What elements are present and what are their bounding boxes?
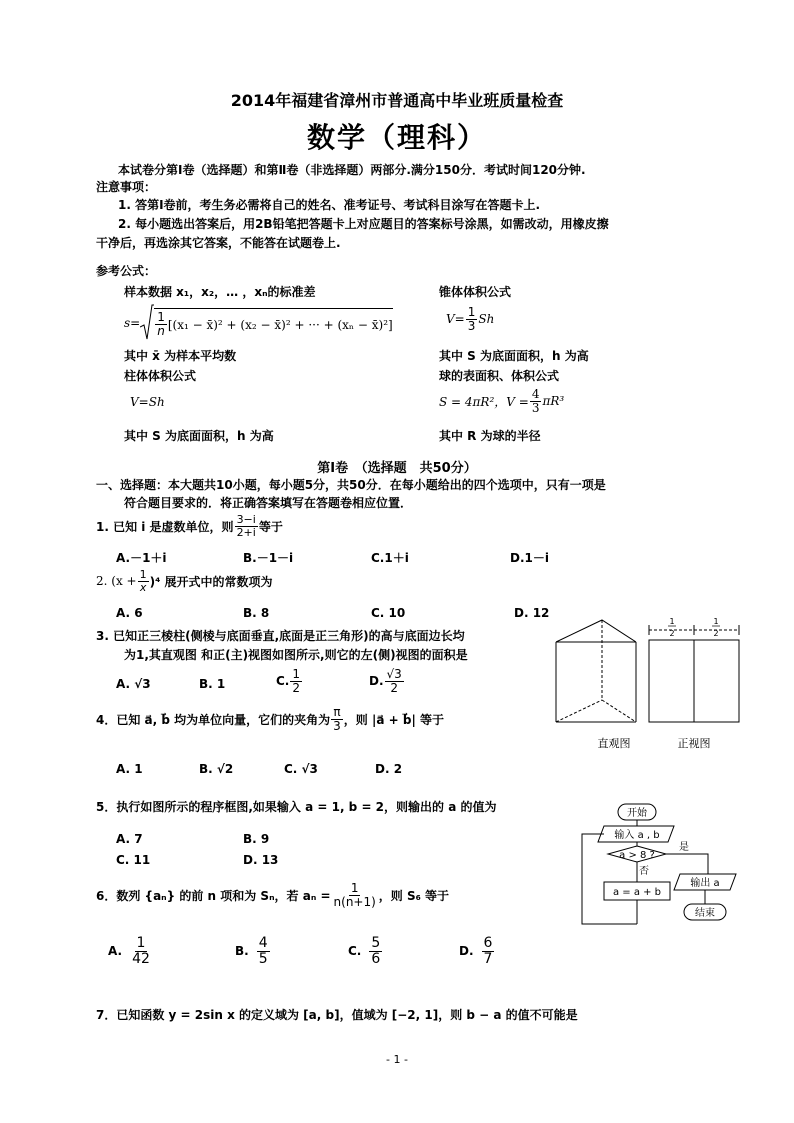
q2-option-d[interactable]: D. 12 (514, 606, 550, 620)
q5-flowchart (574, 800, 744, 938)
q4-option-d[interactable]: D. 2 (375, 762, 403, 776)
fig-label-front: 正视图 (677, 737, 711, 750)
q5-option-c[interactable]: C. 11 (116, 853, 151, 867)
q1-option-a[interactable]: A.－1＋i (116, 551, 167, 565)
question-3-line1: 3. 已知正三棱柱(侧棱与底面垂直,底面是正三角形)的高与底面边长均 (96, 629, 465, 643)
flow-input: 输入 a , b (614, 830, 660, 841)
question-1: 1. 已知 i 是虚数单位，则 $\frac{3-i}{2+i}$ 等于 (96, 513, 283, 539)
std-note: 其中 x̄ 为样本平均数 (124, 349, 237, 363)
cone-formula: V= $\frac{1}{3}$ Sh (446, 305, 495, 333)
dim-label-right-num: 1 (713, 617, 719, 626)
q6-option-c[interactable]: C. $\frac{5}{6}$ (348, 935, 381, 967)
intro-line: 本试卷分第Ⅰ卷（选择题）和第Ⅱ卷（非选择题）两部分.满分150分．考试时间120分钟. (118, 163, 586, 177)
flow-no: 否 (639, 866, 649, 877)
sphere-note: 其中 R 为球的半径 (439, 429, 541, 443)
oblique-view-drawing (556, 620, 636, 722)
q4-option-a[interactable]: A. 1 (116, 762, 143, 776)
prism-note: 其中 S 为底面面积，h 为高 (124, 429, 274, 443)
q4-option-b[interactable]: B. √2 (199, 762, 234, 776)
q2-option-b[interactable]: B. 8 (243, 606, 270, 620)
notice-item-1: 1. 答第Ⅰ卷前，考生务必需将自己的姓名、准考证号、考试科目涂写在答题卡上. (118, 198, 541, 212)
fig-label-oblique: 直观图 (597, 737, 631, 750)
notice-heading: 注意事项： (96, 180, 157, 194)
q1-option-d[interactable]: D.1－i (510, 551, 549, 565)
flow-yes: 是 (679, 842, 689, 853)
q2-option-a[interactable]: A. 6 (116, 606, 143, 620)
prism-formula: V=Sh (130, 395, 165, 409)
q6-option-d[interactable]: D. $\frac{6}{7}$ (459, 935, 493, 967)
q6-option-b[interactable]: B. $\frac{4}{5}$ (235, 935, 268, 967)
notice-item-2: 2. 每小题选出答案后，用2B铅笔把答题卡上对应题目的答案标号涂黑，如需改动，用橡皮擦 (118, 217, 609, 231)
question-5: 5．执行如图所示的程序框图,如果输入 a = 1, b = 2，则输出的 a 的值为 (96, 800, 497, 814)
q3-figure (550, 612, 746, 752)
dim-label-left-num: 1 (669, 617, 675, 626)
std-label: 样本数据 x₁，x₂，… ，xₙ的标准差 (124, 285, 316, 299)
q4-option-c[interactable]: C. √3 (284, 762, 318, 776)
cone-label: 锥体体积公式 (439, 285, 512, 299)
flow-assign: a = a + b (612, 887, 662, 898)
q5-option-a[interactable]: A. 7 (116, 832, 143, 846)
question-7: 7．已知函数 y = 2sin x 的定义域为 [a, b]，值域为 [−2, 1]，则 b − a 的值不可能是 (96, 1008, 578, 1022)
flow-start: 开始 (627, 808, 647, 819)
flow-condition: a > 8 ? (619, 850, 655, 861)
q2-option-c[interactable]: C. 10 (371, 606, 406, 620)
question-2: 2. (x + $\frac{1}{x}$ )⁴ 展开式中的常数项为 (96, 568, 273, 594)
std-formula: s= $\frac{1}{n}$ [(x₁ − x̄)² + (x₂ − x̄)² + ··· + (xₙ − x̄)²] (124, 303, 393, 343)
q1-option-c[interactable]: C.1＋i (371, 551, 409, 565)
q5-option-d[interactable]: D. 13 (243, 853, 279, 867)
dim-label-right-den: 2 (713, 629, 719, 638)
exam-title: 2014年福建省漳州市普通高中毕业班质量检查 (230, 91, 564, 110)
subject-title: 数学（理科） (306, 121, 487, 154)
question-4: 4．已知 a⃗, b⃗ 均为单位向量，它们的夹角为 $\frac{\pi}{3}$ ，则 |a⃗ + b⃗| 等于 (96, 705, 445, 733)
q3-option-c[interactable]: C. $\frac{1}{2}$ (276, 667, 301, 695)
section-title: 第Ⅰ卷 （选择题 共50分） (317, 461, 477, 476)
q5-option-b[interactable]: B. 9 (243, 832, 270, 846)
sphere-label: 球的表面积、体积公式 (439, 369, 560, 383)
q1-option-b[interactable]: B.－1－i (243, 551, 294, 565)
prism-label: 柱体体积公式 (124, 369, 197, 383)
front-view-drawing (649, 625, 739, 722)
question-6: 6．数列 {aₙ} 的前 n 项和为 Sₙ，若 aₙ = $\frac{1}{n(n+1)}$ ，则 S₆ 等于 (96, 881, 450, 909)
q3-option-d[interactable]: D. $\frac{√3}{2}$ (369, 667, 402, 695)
flow-output: 输出 a (690, 878, 720, 889)
q3-option-b[interactable]: B. 1 (199, 677, 226, 691)
q3-option-a[interactable]: A. √3 (116, 677, 151, 691)
page-number: - 1 - (386, 1053, 408, 1066)
sqrt-icon (140, 303, 154, 343)
question-3-line2: 为1,其直观图 和正(主)视图如图所示,则它的左(侧)视图的面积是 (124, 648, 468, 662)
flow-end: 结束 (695, 908, 715, 919)
cone-note: 其中 S 为底面面积，h 为高 (439, 349, 589, 363)
formula-heading: 参考公式： (96, 264, 157, 278)
dim-label-left-den: 2 (669, 629, 675, 638)
q6-option-a[interactable]: A. $\frac{1}{42}$ (108, 935, 150, 967)
section-instruction-cont: 符合题目要求的．将正确答案填写在答题卷相应位置． (124, 496, 413, 510)
section-instruction: 一、选择题：本大题共10小题，每小题5分，共50分．在每小题给出的四个选项中，只有一项是 (96, 478, 606, 492)
sphere-formula: S = 4πR²，V = $\frac{4}{3}$ πR³ (439, 387, 565, 415)
notice-item-2-cont: 干净后，再选涂其它答案，不能答在试题卷上. (96, 236, 341, 250)
